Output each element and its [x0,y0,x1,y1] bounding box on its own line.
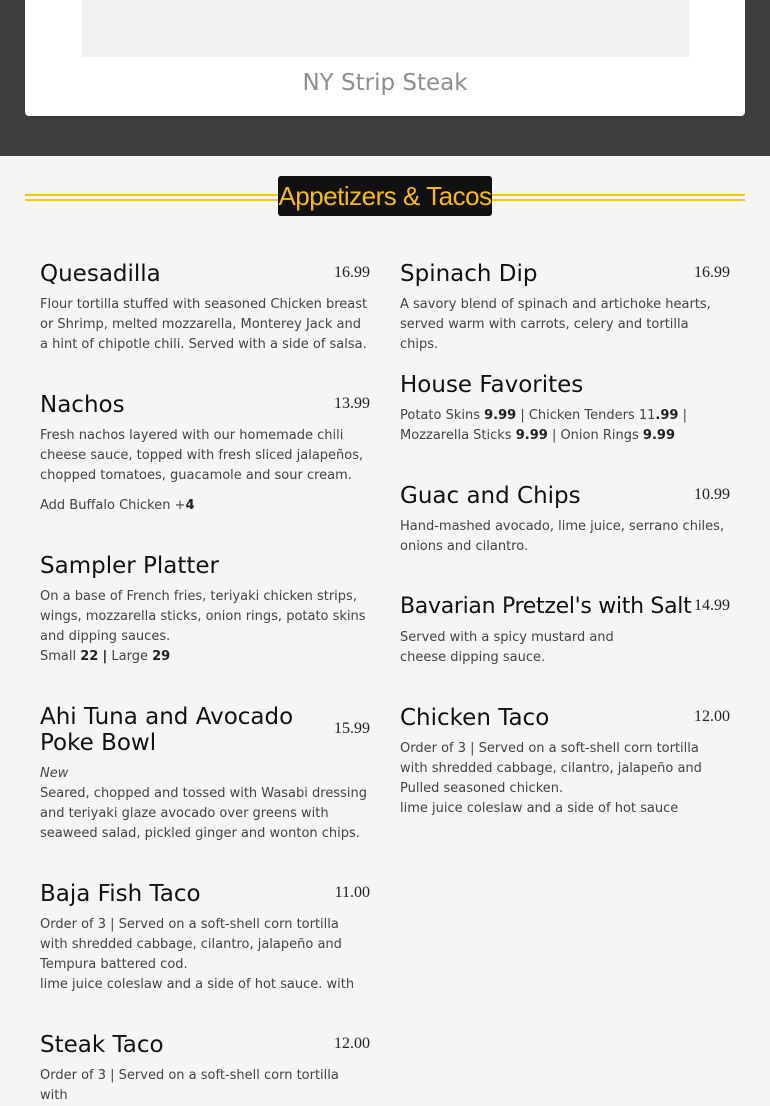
item-price: 16.99 [694,264,730,281]
item-name: Nachos [40,392,125,418]
menu-item-spinach-dip [400,261,730,355]
item-description: Potato Skins 9.99 | Chicken Tenders 11.99 | Mozzarella Sticks 9.99 | Onion Rings 9.99 [400,408,687,443]
menu-item-ahi-tuna-poke-bowl [40,704,370,844]
item-price: 14.99 [694,597,730,614]
item-description: Order of 3 | Served on a soft-shell corn tortilla with [40,1068,339,1103]
menu-item-baja-fish-taco [40,881,370,995]
item-sizes: Small 22 | Large 29 [40,649,171,664]
menu-item-house-favorites [400,372,730,446]
item-price: 10.99 [694,486,730,503]
item-price: 12.00 [694,708,730,725]
item-name: Sampler Platter [40,553,220,579]
menu-item-steak-taco [40,1032,370,1106]
item-description: A savory blend of spinach and artichoke hearts, served warm with carrots, celery and tortilla chips. [400,297,711,352]
item-description: On a base of French fries, teriyaki chicken strips, wings, mozzarella sticks, onion rings, potato skins and dipping sauces. [40,589,366,644]
item-price: 13.99 [334,395,370,412]
featured-card[interactable] [25,0,745,116]
featured-card-title: NY Strip Steak [302,70,468,96]
item-description: Hand-mashed avocado, lime juice, serrano chiles, onions and cilantro. [400,519,725,554]
item-name: Spinach Dip [400,261,538,287]
item-price: 15.99 [334,720,370,737]
item-description-extra: lime juice coleslaw and a side of hot sauce. with [40,977,355,992]
item-description: Seared, chopped and tossed with Wasabi dressing and teriyaki glaze avocado over greens with seaweed salad, pickled ginger and wonton chips. [40,786,367,841]
item-name: Chicken Taco [400,705,550,731]
item-addon: Add Buffalo Chicken +4 [40,498,195,513]
item-name: Steak Taco [40,1032,164,1058]
menu-item-sampler-platter [40,553,370,667]
item-name: Guac and Chips [400,483,581,509]
item-name: Baja Fish Taco [40,881,201,907]
item-tag: New [40,766,69,781]
item-price: 12.00 [334,1035,370,1052]
menu-item-quesadilla [40,261,370,355]
item-description: Fresh nachos layered with our homemade chili cheese sauce, topped with fresh sliced jalapeños, chopped tomatoes, guacamole and sour cream. [40,428,364,483]
item-description: Flour tortilla stuffed with seasoned Chicken breast or Shrimp, melted mozzarella, Monterey Jack and a hint of chipotle chili. Served with a side of salsa. [40,297,368,352]
item-name: Quesadilla [40,261,161,287]
item-description: Order of 3 | Served on a soft-shell corn tortilla with shredded cabbage, cilantro, jalapeño and Tempura battered cod. [40,917,342,972]
item-name: Bavarian Pretzel's with Salt [400,594,692,619]
item-name: House Favorites [400,372,584,398]
section-header [25,176,745,216]
item-price: 16.99 [334,264,370,281]
menu-item-guac-and-chips [400,483,730,557]
menu-item-nachos [40,392,370,516]
featured-card-image [82,0,689,57]
menu-item-chicken-taco [400,705,730,819]
menu-item-bavarian-pretzels [400,594,730,668]
item-description: Order of 3 | Served on a soft-shell corn tortilla with shredded cabbage, cilantro, jalapeño and Pulled seasoned chicken. [400,741,702,796]
section-title: Appetizers & Tacos [278,176,492,216]
item-description-extra: lime juice coleslaw and a side of hot sauce [400,801,679,816]
item-description: Served with a spicy mustard and cheese dipping sauce. [400,630,614,665]
item-price: 11.00 [334,884,370,901]
item-name: Ahi Tuna and Avocado Poke Bowl [40,704,294,756]
